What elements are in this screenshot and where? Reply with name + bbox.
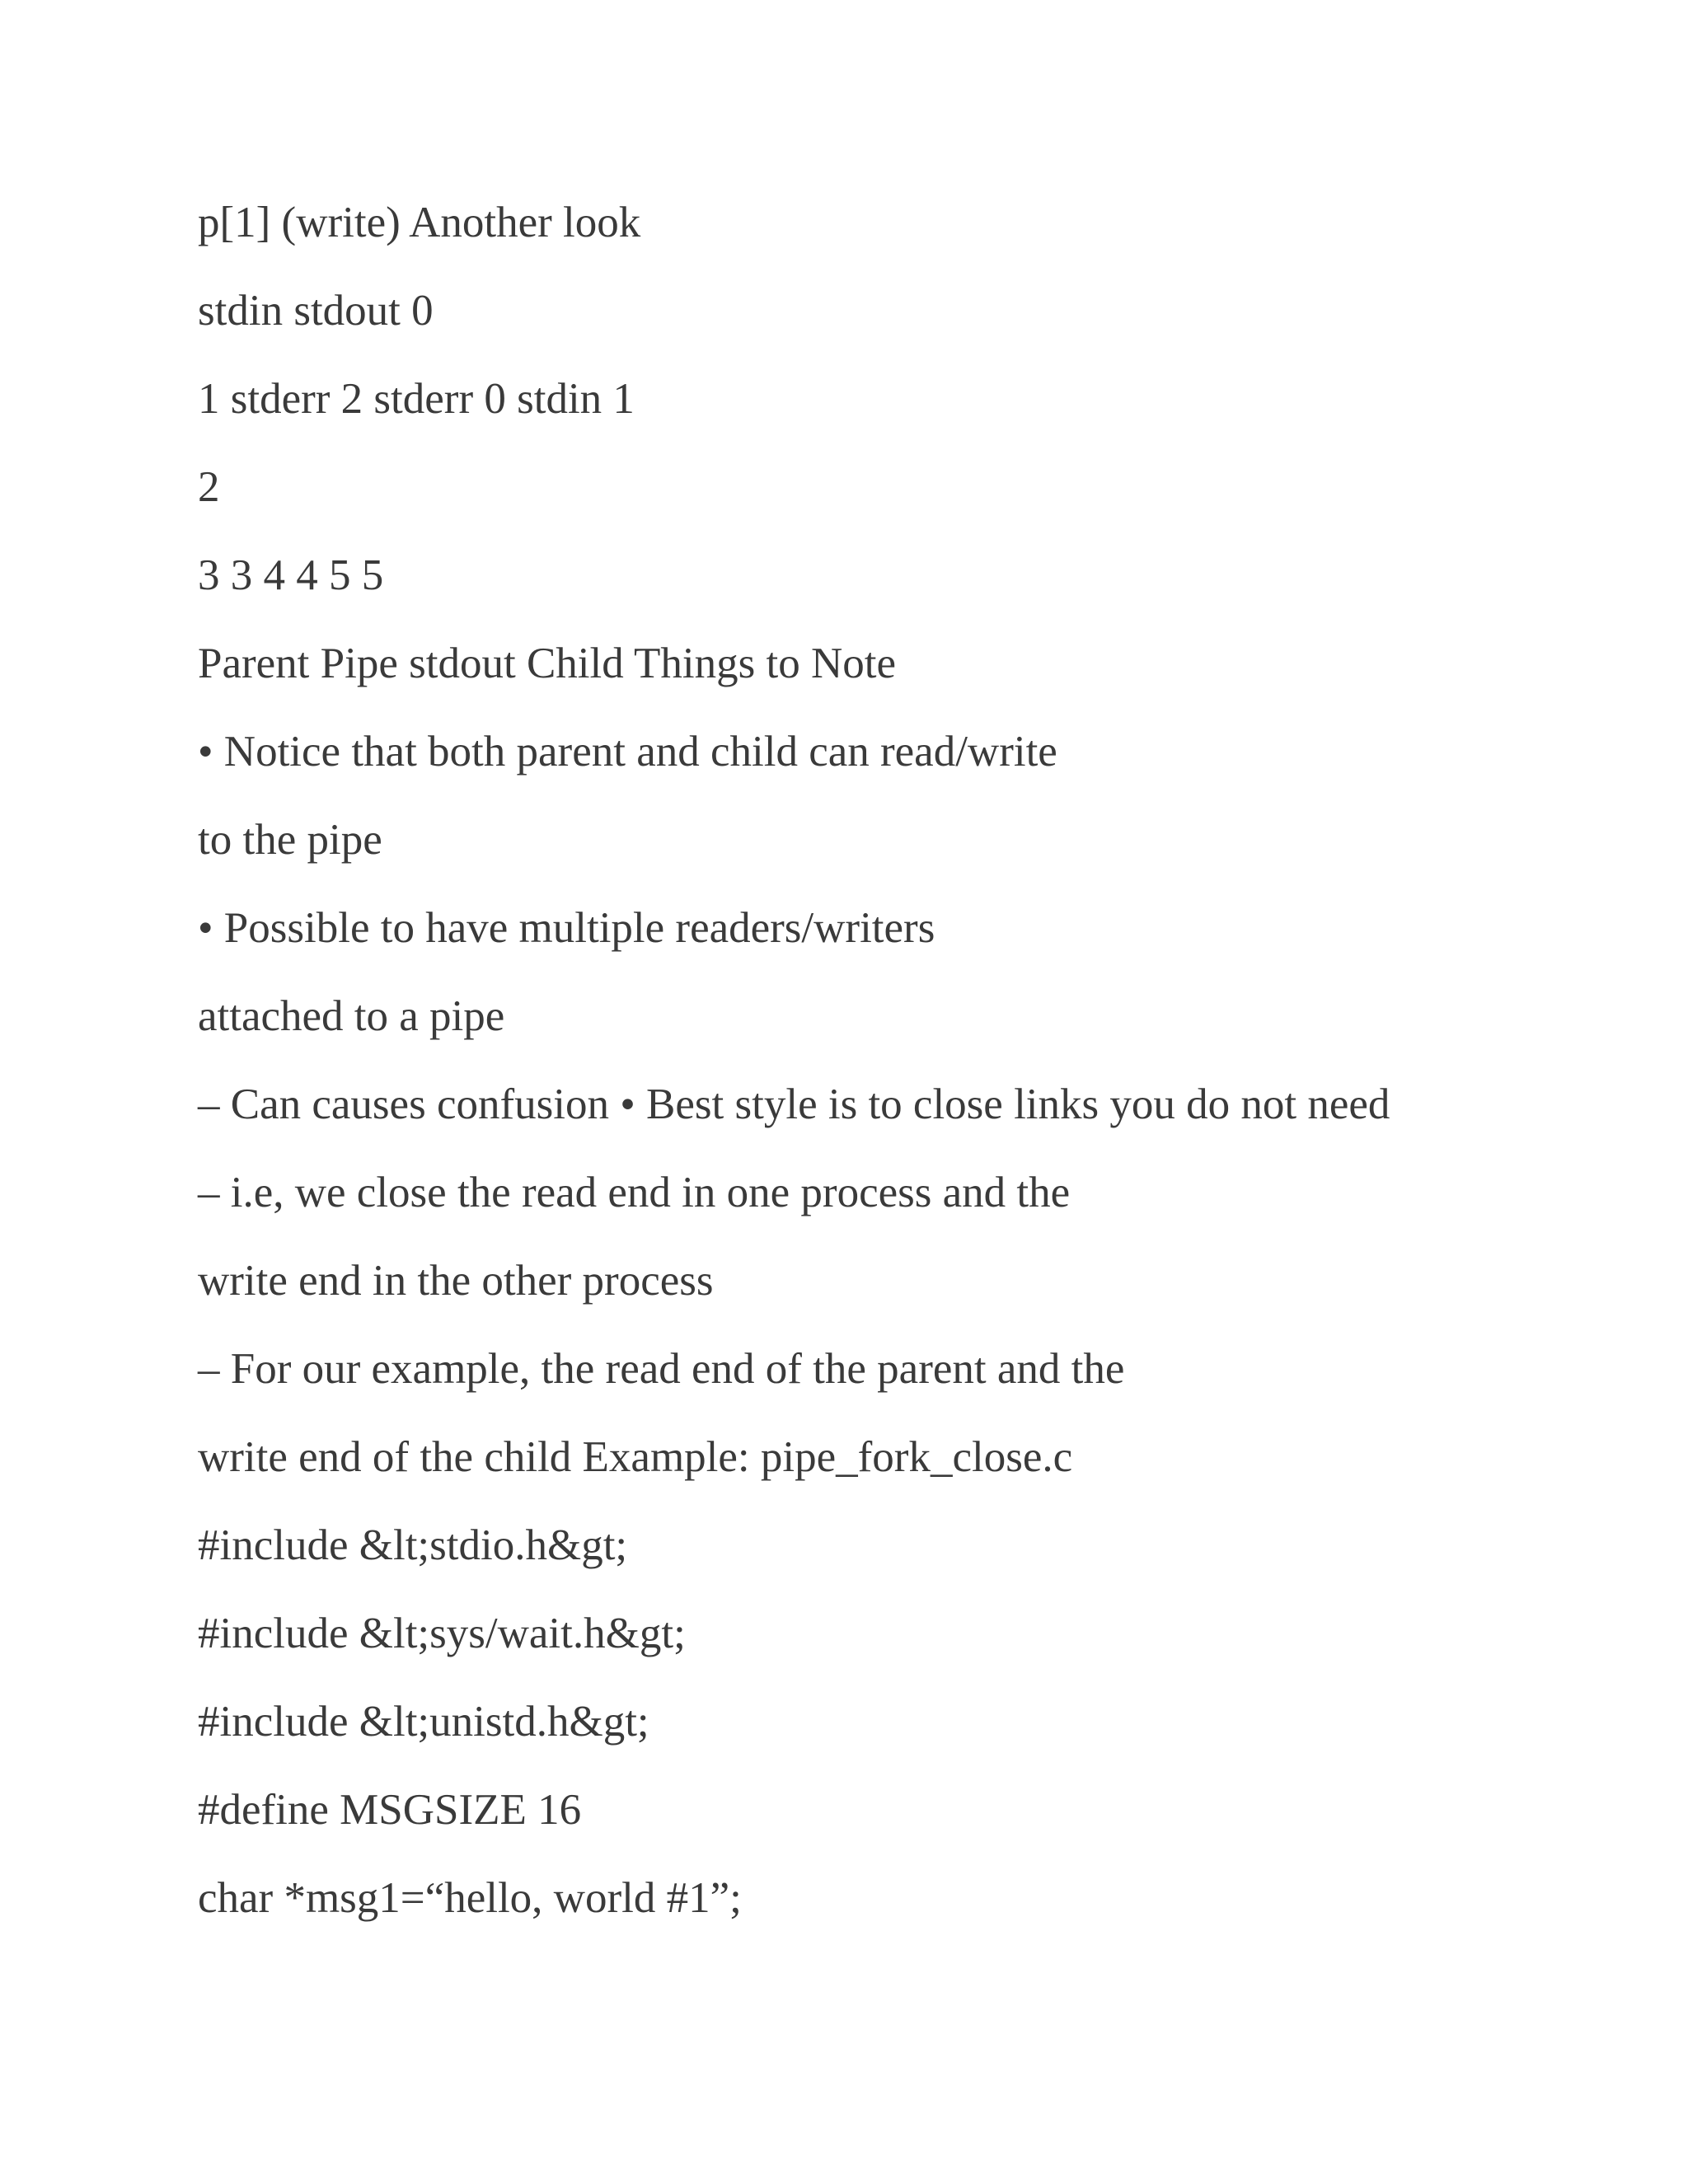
bullet-item: • Possible to have multiple readers/writers — [198, 904, 935, 952]
text-line: 1 stderr 2 stderr 0 stdin 1 — [198, 375, 635, 423]
bullet-item: • Notice that both parent and child can read/write — [198, 728, 1057, 776]
text-line: stdin stdout 0 — [198, 287, 434, 335]
text-line: p[1] (write) Another look — [198, 199, 641, 246]
text-line: attached to a pipe — [198, 992, 505, 1040]
code-line: #include &lt;sys/wait.h&gt; — [198, 1610, 686, 1657]
text-line: 2 — [198, 463, 220, 511]
code-line: #include &lt;unistd.h&gt; — [198, 1698, 649, 1746]
text-line: to the pipe — [198, 816, 382, 864]
text-line: Parent Pipe stdout Child Things to Note — [198, 640, 897, 687]
code-line: char *msg1=“hello, world #1”; — [198, 1874, 742, 1922]
code-line: #define MSGSIZE 16 — [198, 1786, 582, 1834]
text-line: 3 3 4 4 5 5 — [198, 551, 384, 599]
text-line: write end of the child Example: pipe_fork_close.c — [198, 1433, 1073, 1481]
dash-item: – Can causes confusion • Best style is to close links you do not need — [198, 1080, 1390, 1128]
dash-item: – For our example, the read end of the parent and the — [198, 1345, 1125, 1393]
text-line: write end in the other process — [198, 1257, 714, 1305]
code-line: #include &lt;stdio.h&gt; — [198, 1521, 628, 1569]
dash-item: – i.e, we close the read end in one process and the — [198, 1169, 1071, 1216]
